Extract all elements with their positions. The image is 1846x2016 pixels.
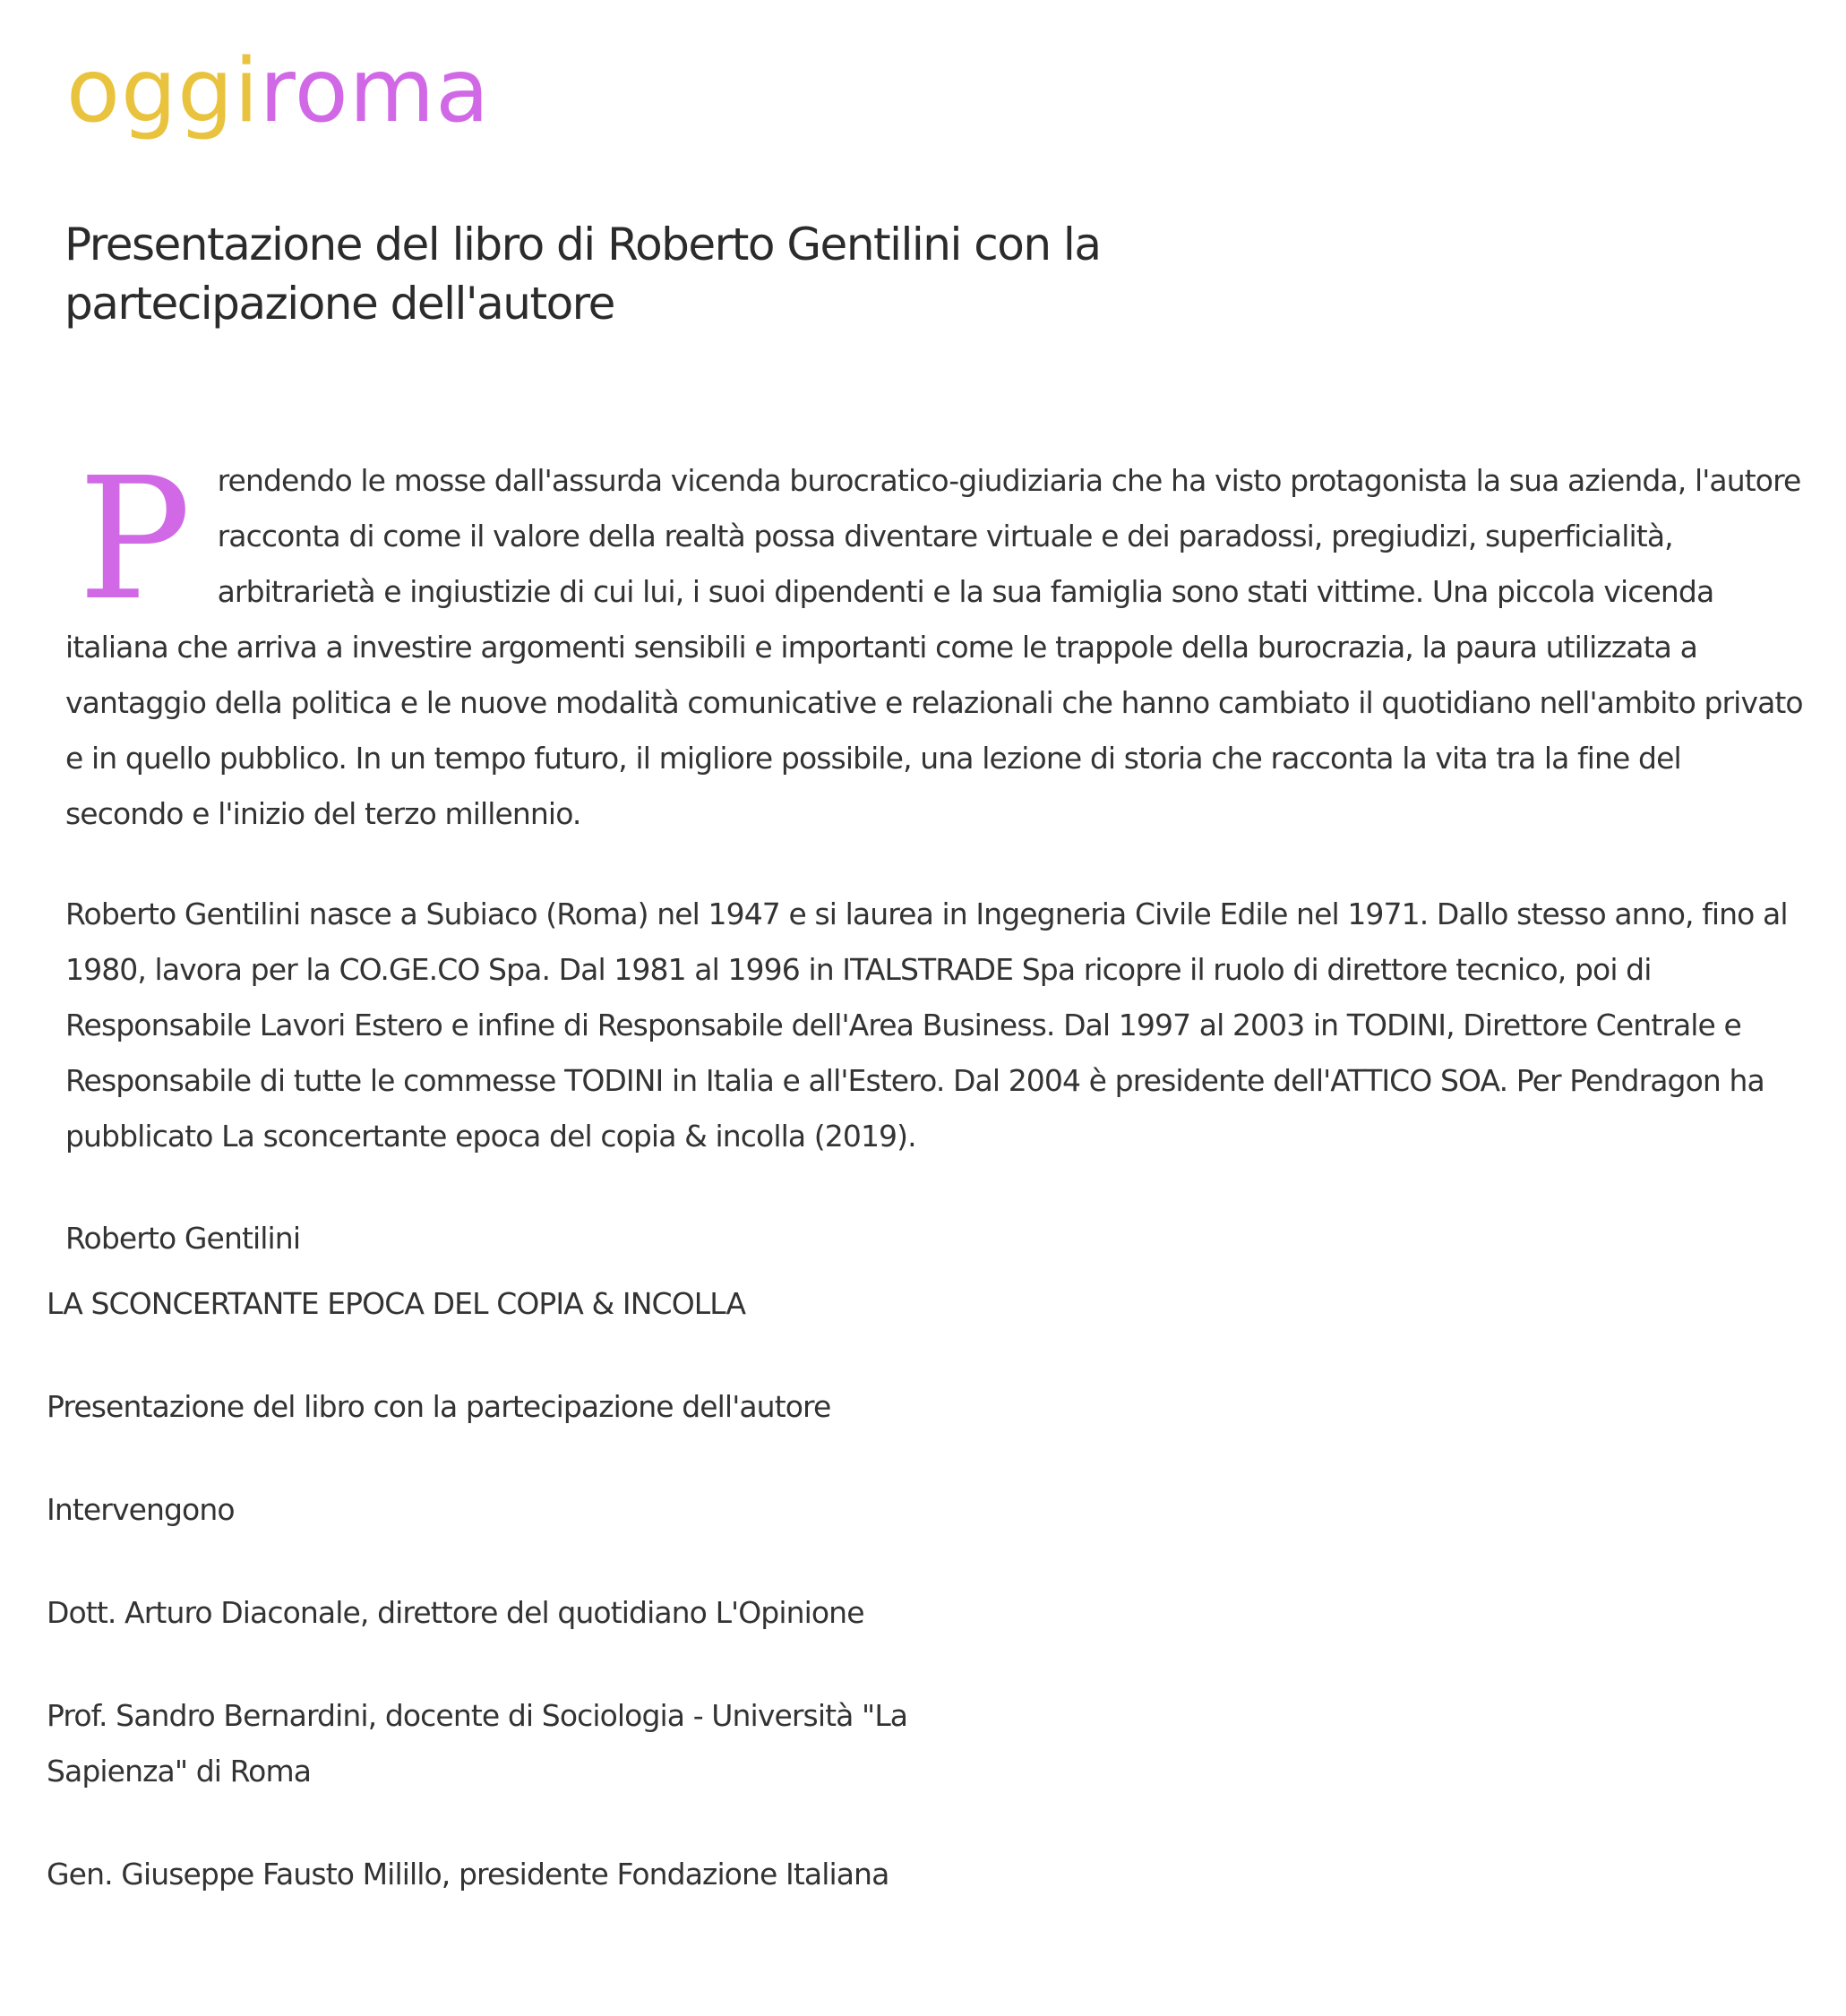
site-logo[interactable] (66, 38, 490, 145)
author-bio-paragraph: Roberto Gentilini nasce a Subiaco (Roma) nel 1947 e si laurea in Ingegneria Civile Edile nel 1971. Dallo stesso anno, fino al 1980, lavora per la CO.GE.CO Spa. Dal 1981 al 1996 in ITALSTRADE Spa ricopre il ruolo di direttore tecnico, poi di Responsabile Lavori Estero e infine di Responsabile dell'Area Business. Dal 1997 al 2003 in TODINI, Direttore Centrale e Responsabile di tutte le commesse TODINI in Italia e all'Estero. Dal 2004 è presidente dell'ATTICO SOA. Per Pendragon ha pubblicato La sconcertante epoca del copia & incolla (2019). (65, 896, 1788, 1154)
article-title: Presentazione del libro di Roberto Gentilini con la partecipazione dell'autore (64, 219, 1101, 330)
event-book-title: LA SCONCERTANTE EPOCA DEL COPIA & INCOLLA (47, 1286, 746, 1321)
drop-cap: P (78, 442, 191, 638)
intro-text: rendendo le mosse dall'assurda vicenda burocratico-giudiziaria che ha visto protagonista la sua azienda, l'autore racconta di come il valore della realtà possa diventare virtuale e dei paradossi, pregiudizi, superficialità, arbitrarietà e ingiustizie di cui lui, i suoi dipendenti e la sua famiglia sono stati vittime. Una piccola vicenda italiana che arriva a investire argomenti sensibili e importanti come le trappole della burocrazia, la paura utilizzata a vantaggio della politica e le nuove modalità comunicative e relazionali che hanno cambiato il quotidiano nell'ambito privato e in quello pubblico. In un tempo futuro, il migliore possibile, una lezione di storia che racconta la vita tra la fine del secondo e l'inizio del terzo millennio. (65, 463, 1803, 831)
speaker-item: Prof. Sandro Bernardini, docente di Sociologia - Università "La Sapienza" di Roma (47, 1698, 908, 1789)
author-name: Roberto Gentilini (65, 1221, 301, 1256)
speaker-item: Dott. Arturo Diaconale, direttore del quotidiano L'Opinione (47, 1595, 864, 1630)
article-intro-paragraph (65, 442, 1803, 842)
speakers-heading: Intervengono (47, 1492, 235, 1527)
speaker-item: Gen. Giuseppe Fausto Milillo, presidente Fondazione Italiana (47, 1857, 889, 1892)
event-subtitle: Presentazione del libro con la partecipazione dell'autore (47, 1389, 831, 1424)
logo-text-oggi: oggi (66, 40, 260, 142)
logo-text-roma: roma (259, 40, 491, 142)
